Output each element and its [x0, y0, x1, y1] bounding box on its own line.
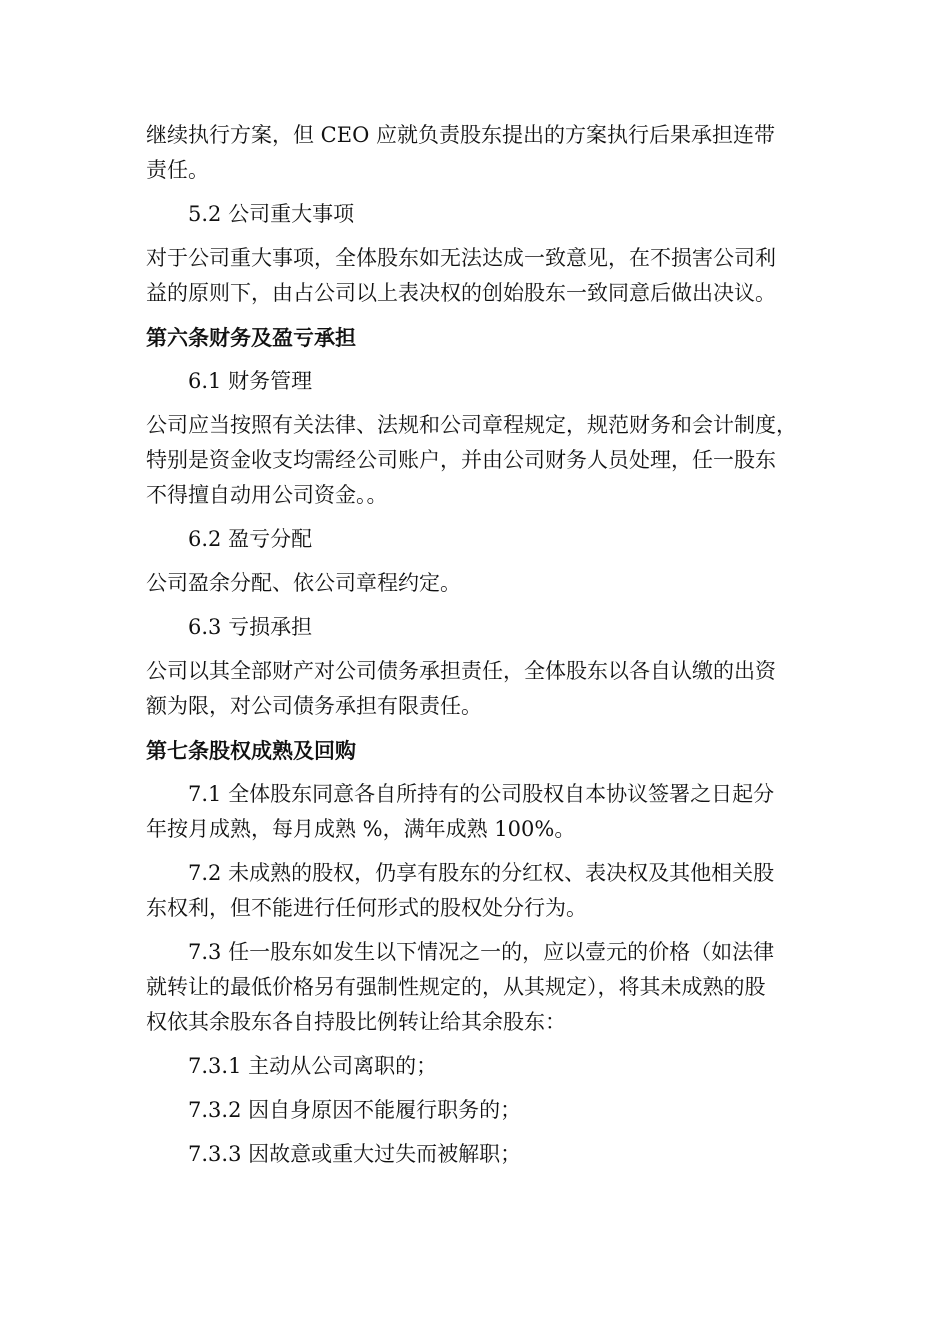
text-line: 额为限，对公司债务承担有限责任。	[146, 694, 482, 718]
paragraph-6-3	[146, 654, 810, 724]
text-line: 不得擅自动用公司资金。。	[146, 483, 388, 507]
text-line: 7.3 任一股东如发生以下情况之一的，应以壹元的价格（如法律	[188, 940, 775, 964]
text-line: 公司以其全部财产对公司债务承担责任，全体股东以各自认缴的出资	[146, 659, 776, 683]
paragraph-7-1	[146, 777, 810, 847]
text-line: 益的原则下，由占公司以上表决权的创始股东一致同意后做出决议。	[146, 281, 776, 305]
section-6-1-title: 6.1 财务管理	[188, 369, 313, 393]
paragraph-7-2	[146, 856, 810, 926]
text-line: 公司盈余分配、依公司章程约定。	[146, 571, 461, 595]
text-line: 特别是资金收支均需经公司账户，并由公司财务人员处理，任一股东	[146, 448, 776, 472]
paragraph-6-1	[146, 408, 810, 513]
text-line: 责任。	[146, 158, 209, 182]
text-line: 权依其余股东各自持股比例转让给其余股东：	[146, 1010, 566, 1034]
text-line: 年按月成熟，每月成熟 %，满年成熟 100%。	[146, 817, 576, 841]
text-line: 东权利，但不能进行任何形式的股权处分行为。	[146, 896, 587, 920]
section-6-3-title: 6.3 亏损承担	[188, 615, 313, 639]
item-7-3-1: 7.3.1 主动从公司离职的；	[188, 1054, 438, 1078]
article-7-heading: 第七条股权成熟及回购	[146, 738, 356, 763]
paragraph-7-3	[146, 935, 810, 1040]
section-6-2-title: 6.2 盈亏分配	[188, 527, 313, 551]
item-7-3-3: 7.3.3 因故意或重大过失而被解职；	[188, 1142, 522, 1166]
paragraph-6-2	[146, 566, 810, 601]
text-line: 就转让的最低价格另有强制性规定的，从其规定），将其未成熟的股	[146, 975, 766, 999]
text-line: 公司应当按照有关法律、法规和公司章程规定，规范财务和会计制度，	[146, 413, 797, 437]
item-7-3-2: 7.3.2 因自身原因不能履行职务的；	[188, 1098, 522, 1122]
paragraph-5-2	[146, 241, 810, 311]
text-line: 对于公司重大事项，全体股东如无法达成一致意见，在不损害公司利	[146, 246, 776, 270]
paragraph-5-1-continuation	[146, 118, 810, 188]
text-line: 7.1 全体股东同意各自所持有的公司股权自本协议签署之日起分	[188, 782, 775, 806]
text-line: 7.2 未成熟的股权，仍享有股东的分红权、表决权及其他相关股	[188, 861, 775, 885]
text-line: 继续执行方案，但 CEO 应就负责股东提出的方案执行后果承担连带	[146, 123, 775, 147]
article-6-heading: 第六条财务及盈亏承担	[146, 325, 356, 350]
section-5-2-title: 5.2 公司重大事项	[188, 202, 355, 226]
